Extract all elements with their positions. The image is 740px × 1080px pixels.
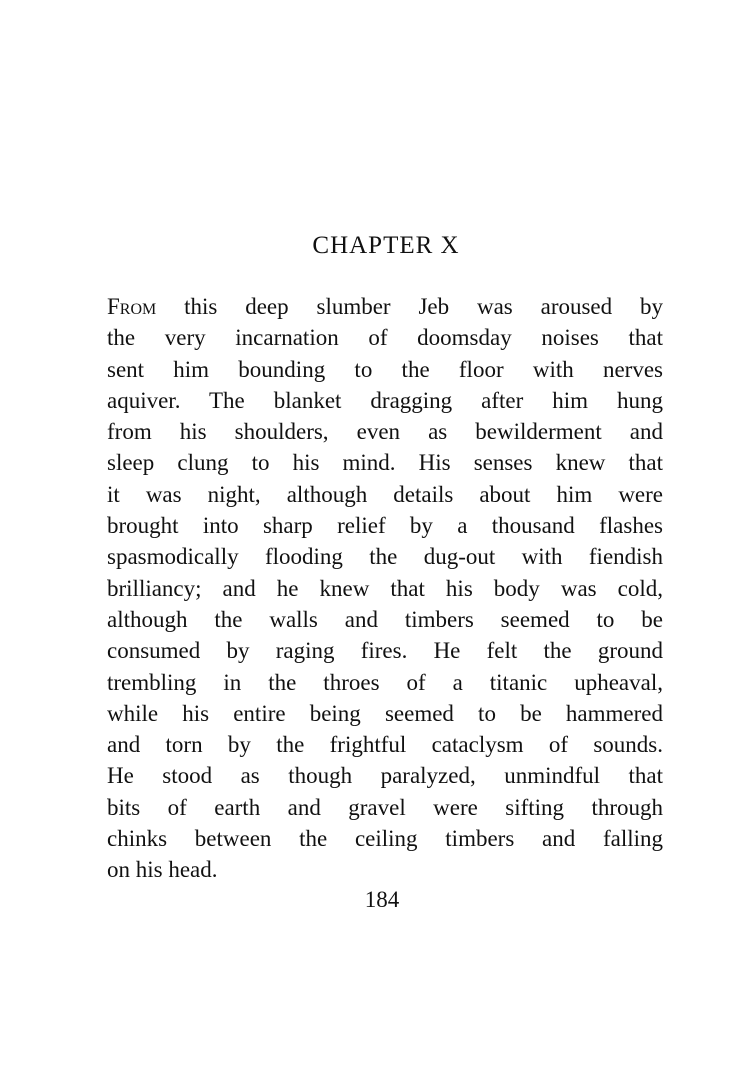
opening-word: From: [107, 294, 157, 319]
text-line: it was night, although details about him were: [107, 481, 663, 507]
chapter-heading: CHAPTER X: [312, 232, 460, 259]
text-line: bits of earth and gravel were sifting through: [107, 794, 663, 820]
text-line: spasmodically flooding the dug-out with fiendish: [107, 544, 663, 570]
text-line: and torn by the frightful cataclysm of sounds.: [107, 732, 663, 758]
text-line: brilliancy; and he knew that his body was cold,: [107, 575, 663, 601]
text-line-content: this deep slumber Jeb was aroused by: [156, 294, 663, 319]
text-line: from his shoulders, even as bewilderment and: [107, 419, 663, 445]
chapter-body-text: [107, 291, 663, 886]
text-line: [107, 291, 663, 322]
text-line-last: on his head.: [107, 857, 218, 883]
text-line: chinks between the ceiling timbers and falling: [107, 826, 663, 852]
text-line: while his entire being seemed to be hammered: [107, 700, 663, 726]
text-line: brought into sharp relief by a thousand flashes: [107, 513, 663, 539]
text-line: He stood as though paralyzed, unmindful that: [107, 763, 663, 789]
text-line: sleep clung to his mind. His senses knew that: [107, 450, 663, 476]
text-line: the very incarnation of doomsday noises that: [107, 325, 663, 351]
text-line: sent him bounding to the floor with nerves: [107, 356, 663, 382]
page-number: 184: [364, 887, 400, 912]
text-line: aquiver. The blanket dragging after him hung: [107, 387, 663, 413]
text-line: trembling in the throes of a titanic upheaval,: [107, 669, 663, 695]
text-line: although the walls and timbers seemed to be: [107, 606, 663, 632]
text-line: consumed by raging fires. He felt the ground: [107, 638, 663, 664]
